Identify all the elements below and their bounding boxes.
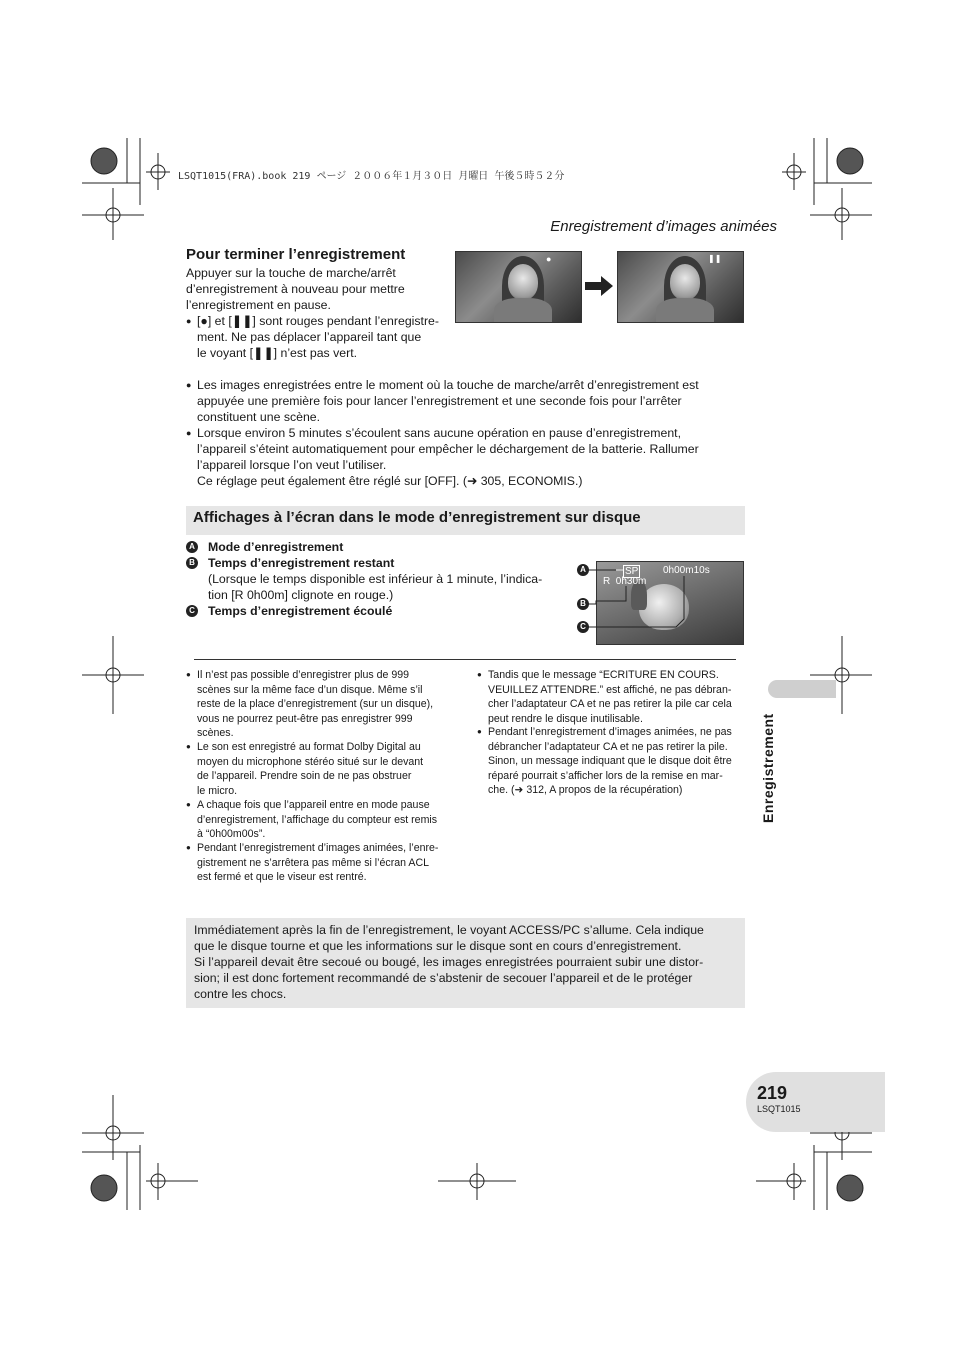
note-lcd-closed: ● Pendant l’enregistrement d’images animées, l’enre- gistrement ne s’arrêtera pas même si l’écran ACL est fermé et que le viseur est rentré.: [186, 842, 439, 883]
item-recording-mode: Mode d’enregistrement: [208, 540, 344, 554]
item-remaining-time: Temps d’enregistrement restant: [208, 556, 395, 570]
osd-elapsed-time: 0h00m10s: [663, 565, 710, 576]
bullet: ●: [186, 428, 192, 438]
stop-intro: Appuyer sur la touche de marche/arrêt d’enregistrement à nouveau pour mettre l’enregistrement en pause.: [186, 266, 405, 312]
page-number: 219: [757, 1083, 788, 1103]
chapter-tab: [768, 680, 836, 698]
bullet: ●: [477, 670, 482, 679]
osd-mode: SP: [625, 566, 639, 577]
bullet: ●: [186, 670, 191, 679]
record-indicator-icon: ●: [546, 254, 552, 264]
note-writing-message: ● Tandis que le message “ECRITURE EN COURS. VEUILLEZ ATTENDRE.” est affiché, ne pas débran- cher l’adaptateur CA et ne pas retirer la pile car cela peut rendre le disque inutilisable.: [477, 669, 732, 725]
bullet: ●: [186, 843, 191, 852]
osd-marker-a: A: [577, 564, 589, 576]
osd-marker-b: B: [577, 598, 589, 610]
bullet: ●: [186, 742, 191, 751]
section-title-stop-recording: Pour terminer l’enregistrement: [186, 246, 406, 263]
bullet: ●: [186, 380, 192, 390]
osd-marker-c: C: [577, 621, 589, 633]
document-code: LSQT1015: [757, 1104, 801, 1114]
chapter-tab-label: Enregistrement: [760, 713, 776, 823]
stop-note-indicators: ● [●] et [❚❚] sont rouges pendant l’enregistre- ment. Ne pas déplacer l’appareil tant que le voyant [❚❚] n’est pas vert.: [186, 314, 439, 360]
arrow-right-icon: [585, 276, 613, 296]
marker-b: B: [186, 557, 198, 569]
marker-a: A: [186, 541, 198, 553]
item-remaining-time-detail: (Lorsque le temps disponible est inférieur à 1 minute, l’indica- tion [R 0h00m] clignote en rouge.): [208, 572, 543, 602]
running-title: Enregistrement d’images animées: [550, 218, 777, 235]
bullet: ●: [186, 800, 191, 809]
stop-note-auto-off: ● Lorsque environ 5 minutes s’écoulent sans aucune opération en pause d’enregistrement, l’appareil s’éteint automatiquement pour empêcher le déchargement de la batterie. Rallumer l’appareil lorsque l’on veut l’utiliser. Ce réglage peut également être réglé sur [OFF]. (➜ 305, ECONOMIS.): [186, 426, 699, 488]
note-max-scenes: ● Il n’est pas possible d’enregistrer plus de 999 scènes sur la même face d’un disque. Même s’il reste de la place d’enregistrement (sur un disque), vous ne pourrez peut-être pas enregistrer 999 scènes.: [186, 669, 434, 739]
divider: [194, 659, 736, 660]
photo-paused: [617, 251, 744, 323]
marker-c: C: [186, 605, 198, 617]
photo-recording: [455, 251, 582, 323]
pause-indicator-icon: ❚❚: [708, 254, 722, 263]
info-box-text: Immédiatement après la fin de l’enregistrement, le voyant ACCESS/PC s’allume. Cela indique que le disque tourne et que les informations sur le disque sont en cours d’enregistrement. Si l’appareil devait être secoué ou bougé, les images enregistrées pourraient subir une distor- sion; il est donc fortement recommandé de s’abstenir de secouer l’appareil et de le protéger contre les chocs.: [194, 923, 704, 1001]
print-info-line: LSQT1015(FRA).book 219 ページ ２００６年１月３０日 月曜日 午後５時５２分: [178, 171, 565, 182]
note-counter-reset: ● A chaque fois que l’appareil entre en mode pause d’enregistrement, l’affichage du compteur est remis à “0h00m00s”.: [186, 799, 438, 840]
section-title-display: Affichages à l’écran dans le mode d’enregistrement sur disque: [193, 509, 641, 526]
note-do-not-unplug: ● Pendant l’enregistrement d’images animées, ne pas débrancher l’adaptateur CA et ne pas retirer la pile. Sinon, un message indiquant que le disque doit être réparé pourrait s’afficher lors de la remise en mar- che. (➜ 312, A propos de la récupération): [477, 726, 732, 796]
bullet: ●: [186, 316, 192, 326]
item-elapsed-time: Temps d’enregistrement écoulé: [208, 604, 393, 618]
osd-remaining-time: R 0h30m: [603, 576, 647, 587]
note-dolby-sound: ● Le son est enregistré au format Dolby Digital au moyen du microphone stéréo situé sur le devant de l’appareil. Prendre soin de ne pas obstruer le micro.: [186, 741, 424, 797]
bullet: ●: [477, 727, 482, 736]
osd-callout-lines: [576, 561, 696, 643]
stop-note-scene: ● Les images enregistrées entre le moment où la touche de marche/arrêt d’enregistrement est appuyée une première fois pour lancer l’enregistrement et une seconde fois pour l’arrêter constituent une scène.: [186, 378, 699, 424]
